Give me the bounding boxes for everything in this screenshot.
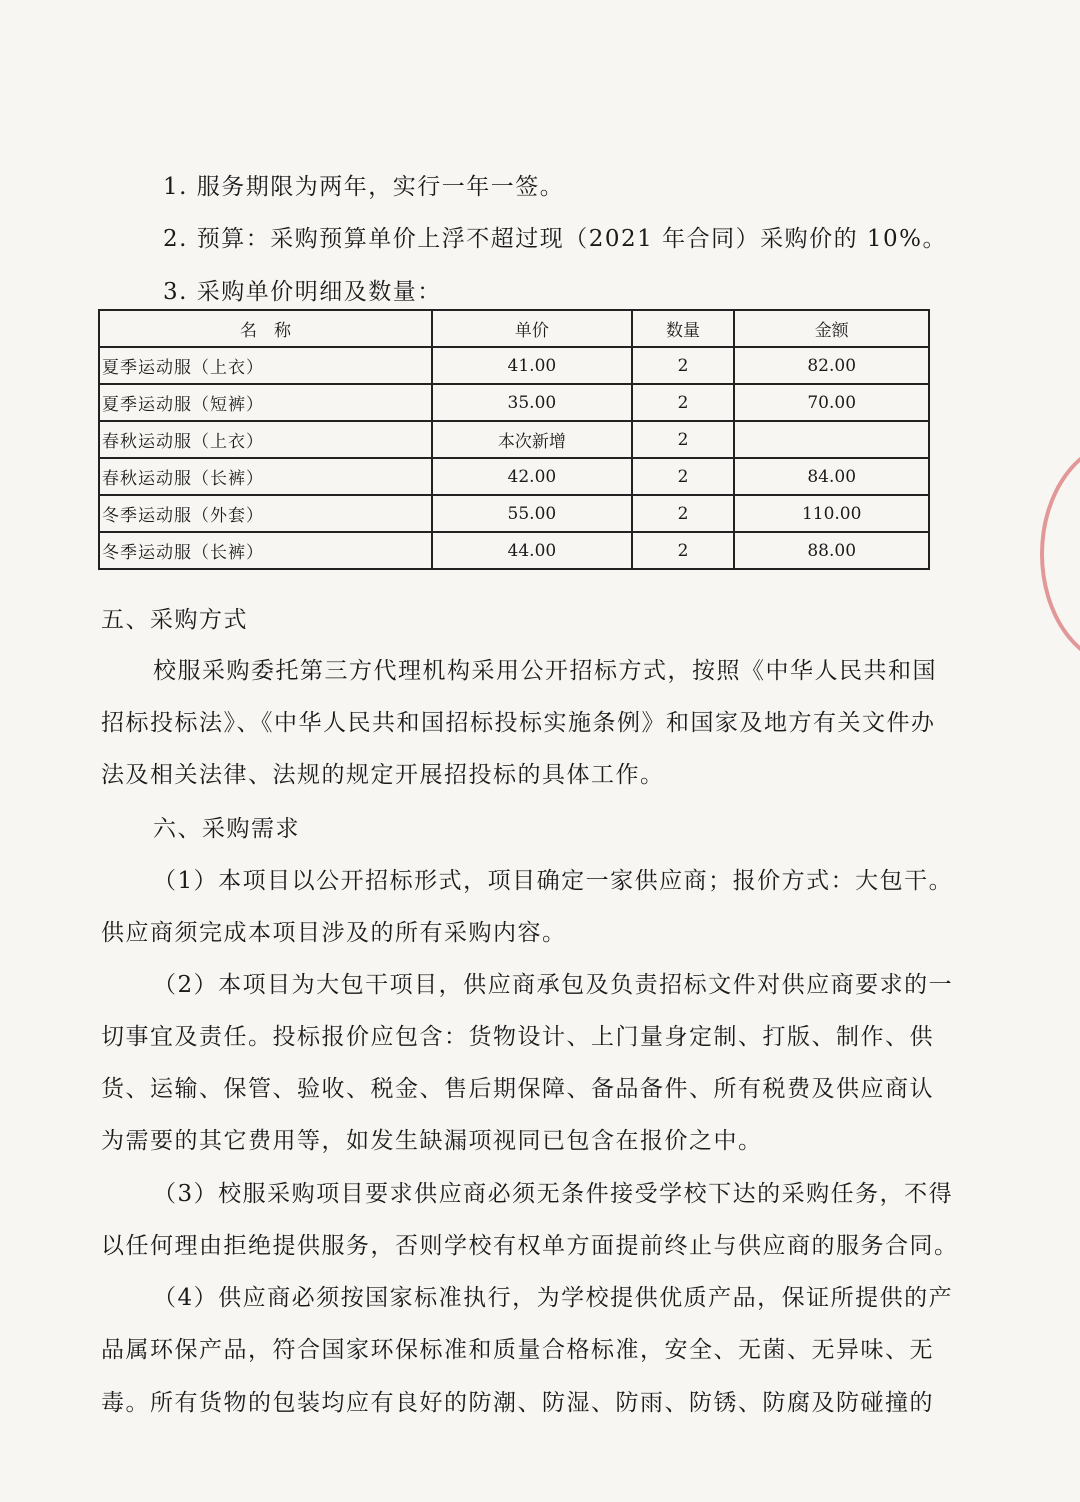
section-6-line: （3）校服采购项目要求供应商必须无条件接受学校下达的采购任务，不得 xyxy=(153,1181,954,1207)
section-6-line: 品属环保产品，符合国家环保标准和质量合格标准，安全、无菌、无异味、无 xyxy=(101,1337,934,1363)
section-6-line: 供应商须完成本项目涉及的所有采购内容。 xyxy=(101,920,567,946)
row-name: 夏季运动服（短裤） xyxy=(99,384,432,421)
red-seal-stamp xyxy=(1040,440,1080,668)
section-6-line: 切事宜及责任。投标报价应包含：货物设计、上门量身定制、打版、制作、供 xyxy=(101,1024,934,1050)
row-quantity: 2 xyxy=(632,532,735,569)
table-row xyxy=(99,532,929,569)
section-6-line: 毒。所有货物的包装均应有良好的防潮、防湿、防雨、防锈、防腐及防碰撞的 xyxy=(101,1390,934,1416)
row-amount: 84.00 xyxy=(734,458,929,495)
header-name: 名 称 xyxy=(99,310,432,347)
row-quantity: 2 xyxy=(632,384,735,421)
row-unit-price: 55.00 xyxy=(432,495,632,532)
section-6-title: 六、采购需求 xyxy=(153,816,300,842)
table-row xyxy=(99,495,929,532)
item-1: 1. 服务期限为两年，实行一年一签。 xyxy=(163,174,565,200)
section-6-line: 货、运输、保管、验收、税金、售后期保障、备品备件、所有税费及供应商认 xyxy=(101,1076,934,1102)
section-5-line: 校服采购委托第三方代理机构采用公开招标方式，按照《中华人民共和国 xyxy=(153,658,937,684)
row-amount: 82.00 xyxy=(734,347,929,384)
section-5-line: 法及相关法律、法规的规定开展招投标的具体工作。 xyxy=(101,762,665,788)
row-unit-price: 44.00 xyxy=(432,532,632,569)
row-unit-price: 35.00 xyxy=(432,384,632,421)
table-header-row xyxy=(99,310,929,347)
section-6-line: （1）本项目以公开招标形式，项目确定一家供应商；报价方式：大包干。 xyxy=(153,868,954,894)
row-amount: 70.00 xyxy=(734,384,929,421)
table-row xyxy=(99,384,929,421)
section-5-title: 五、采购方式 xyxy=(101,607,248,633)
header-quantity: 数量 xyxy=(632,310,735,347)
table-row xyxy=(99,458,929,495)
section-6-line: 以任何理由拒绝提供服务，否则学校有权单方面提前终止与供应商的服务合同。 xyxy=(101,1233,959,1259)
section-6-line: 为需要的其它费用等，如发生缺漏项视同已包含在报价之中。 xyxy=(101,1128,763,1154)
row-quantity: 2 xyxy=(632,347,735,384)
row-name: 冬季运动服（外套） xyxy=(99,495,432,532)
section-6-line: （4）供应商必须按国家标准执行，为学校提供优质产品，保证所提供的产 xyxy=(153,1285,954,1311)
row-unit-price: 41.00 xyxy=(432,347,632,384)
row-name: 春秋运动服（长裤） xyxy=(99,458,432,495)
row-quantity: 2 xyxy=(632,495,735,532)
section-5-line: 招标投标法》、《中华人民共和国招标投标实施条例》和国家及地方有关文件办 xyxy=(101,710,936,736)
row-amount xyxy=(734,421,929,458)
row-quantity: 2 xyxy=(632,421,735,458)
row-unit-price: 本次新增 xyxy=(432,421,632,458)
header-amount: 金额 xyxy=(734,310,929,347)
header-unit-price: 单价 xyxy=(432,310,632,347)
row-amount: 110.00 xyxy=(734,495,929,532)
table-row xyxy=(99,347,929,384)
row-name: 春秋运动服（上衣） xyxy=(99,421,432,458)
row-quantity: 2 xyxy=(632,458,735,495)
item-2: 2. 预算：采购预算单价上浮不超过现（2021 年合同）采购价的 10%。 xyxy=(163,226,948,252)
row-name: 夏季运动服（上衣） xyxy=(99,347,432,384)
row-unit-price: 42.00 xyxy=(432,458,632,495)
item-3: 3. 采购单价明细及数量： xyxy=(163,279,442,305)
row-amount: 88.00 xyxy=(734,532,929,569)
table-row xyxy=(99,421,929,458)
row-name: 冬季运动服（长裤） xyxy=(99,532,432,569)
price-table xyxy=(98,309,930,570)
section-6-line: （2）本项目为大包干项目，供应商承包及负责招标文件对供应商要求的一 xyxy=(153,972,954,998)
